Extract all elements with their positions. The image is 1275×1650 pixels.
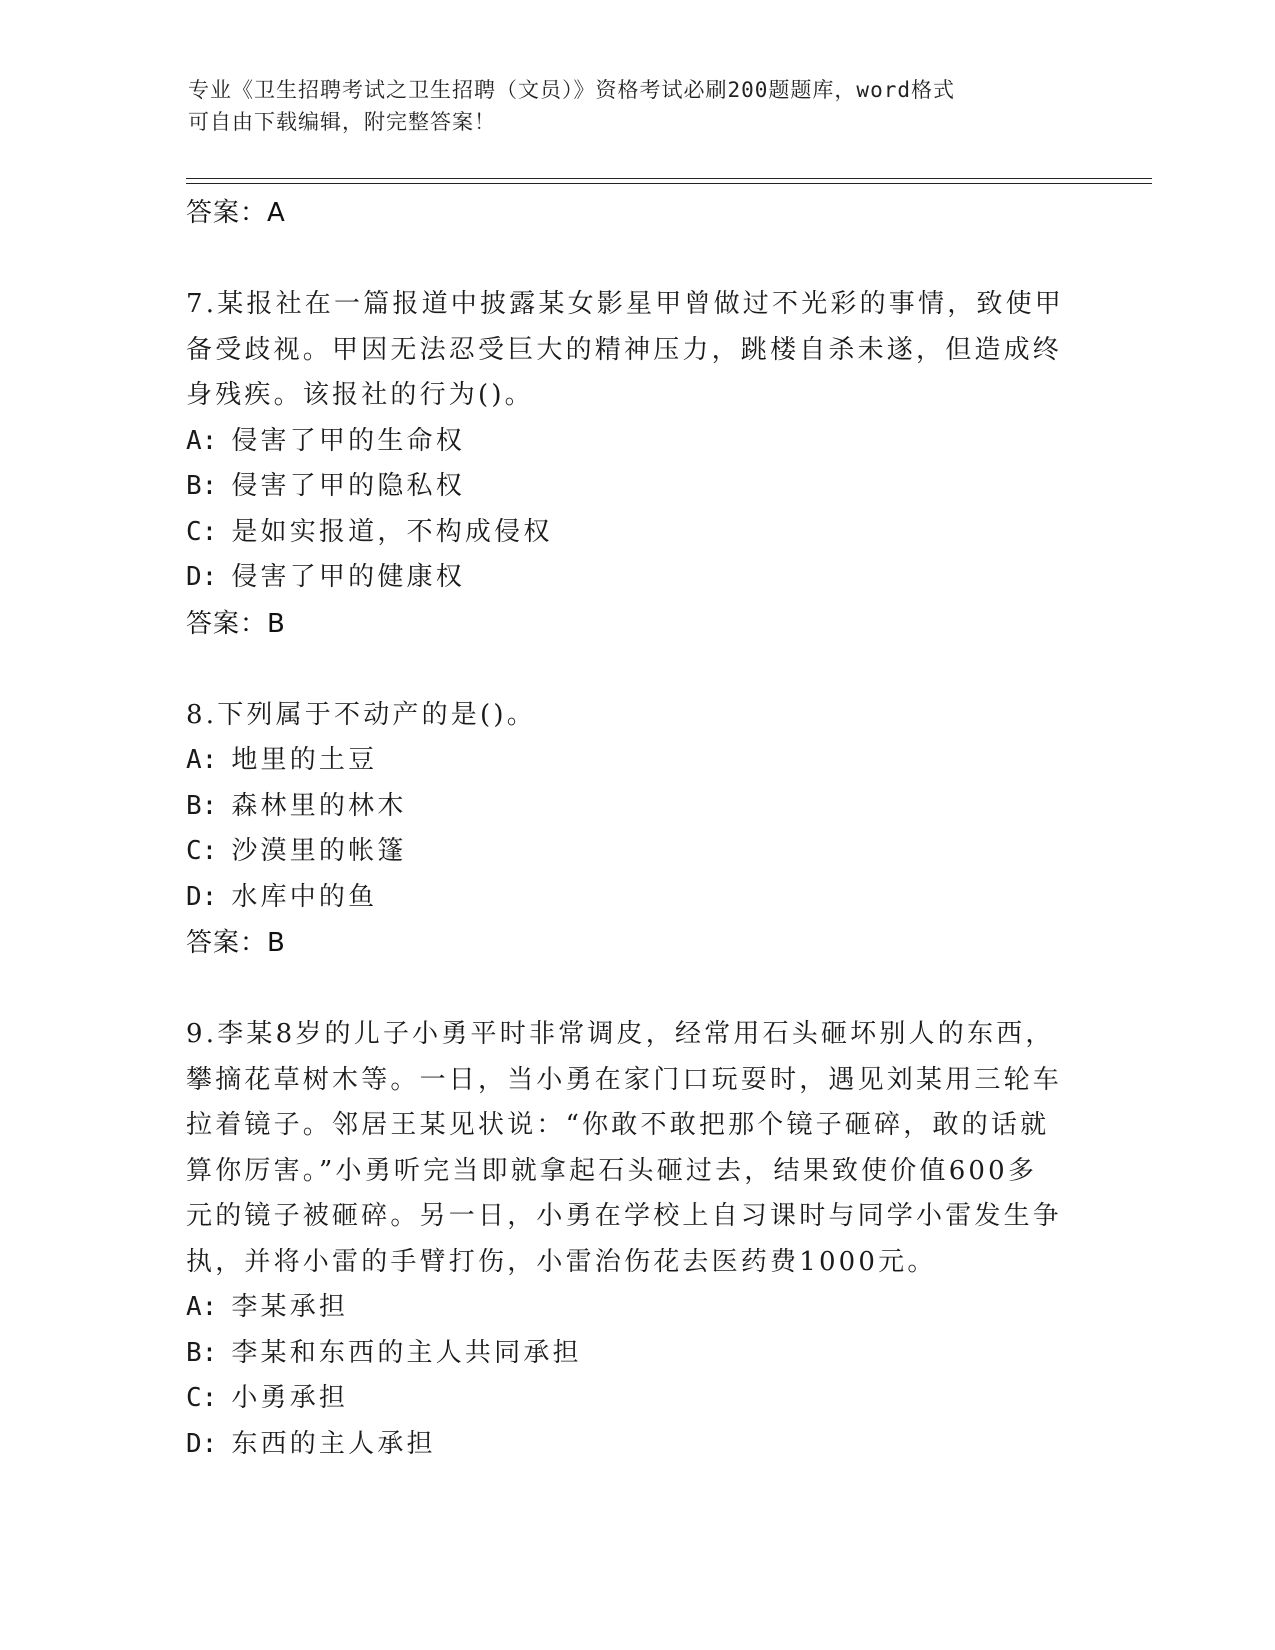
header-divider-top bbox=[186, 178, 1152, 179]
option-label: D: bbox=[186, 562, 218, 592]
option-b bbox=[186, 784, 1086, 830]
option-c bbox=[186, 829, 1086, 875]
question-text-line: 7.某报社在一篇报道中披露某女影星甲曾做过不光彩的事情，致使甲 bbox=[186, 289, 1065, 319]
option-text: 沙漠里的帐篷 bbox=[231, 836, 407, 866]
answer-line: 答案：B bbox=[186, 928, 286, 958]
answer-line: 答案：A bbox=[186, 198, 286, 228]
option-text: 李某和东西的主人共同承担 bbox=[231, 1337, 582, 1368]
question-text-line: 拉着镜子。邻居王某见状说：“你敢不敢把那个镜子砸碎，敢的话就 bbox=[186, 1110, 1050, 1140]
option-label: A: bbox=[186, 745, 218, 775]
option-d bbox=[186, 1422, 1086, 1468]
question-text-line: 9.李某8岁的儿子小勇平时非常调皮，经常用石头砸坏别人的东西， bbox=[186, 1019, 1055, 1049]
option-b bbox=[186, 464, 1086, 510]
option-c bbox=[186, 1376, 1086, 1422]
option-text: 小勇承担 bbox=[231, 1383, 349, 1413]
option-text: 侵害了甲的隐私权 bbox=[231, 471, 465, 501]
option-text: 侵害了甲的生命权 bbox=[231, 425, 465, 456]
option-a bbox=[186, 1285, 1086, 1331]
option-text: 东西的主人承担 bbox=[231, 1428, 436, 1459]
answer-line: 答案：B bbox=[186, 608, 286, 639]
question-text-line: 身残疾。该报社的行为()。 bbox=[186, 380, 534, 410]
option-text: 侵害了甲的健康权 bbox=[231, 562, 465, 592]
question-text-line: 8.下列属于不动产的是()。 bbox=[186, 699, 536, 730]
spacer bbox=[186, 966, 1086, 1012]
question-text-line: 备受歧视。甲因无法忍受巨大的精神压力，跳楼自杀未遂，但造成终 bbox=[186, 334, 1063, 365]
option-text: 李某承担 bbox=[231, 1292, 349, 1322]
question-text-line: 执，并将小雷的手臂打伤，小雷治伤花去医药费1000元。 bbox=[186, 1246, 937, 1277]
option-label: C: bbox=[186, 516, 218, 547]
question-block-7 bbox=[186, 282, 1086, 647]
option-label: B: bbox=[186, 1337, 218, 1368]
option-b bbox=[186, 1331, 1086, 1377]
option-text: 是如实报道，不构成侵权 bbox=[231, 516, 553, 547]
header-line-1: 专业《卫生招聘考试之卫生招聘（文员）》资格考试必刷200题题库，word格式 bbox=[188, 78, 955, 102]
page-header bbox=[188, 74, 1068, 138]
option-label: C: bbox=[186, 836, 218, 866]
option-label: B: bbox=[186, 790, 218, 821]
option-label: D: bbox=[186, 881, 218, 912]
spacer bbox=[186, 236, 1086, 282]
option-label: C: bbox=[186, 1383, 218, 1413]
option-a bbox=[186, 419, 1086, 465]
option-label: D: bbox=[186, 1428, 218, 1459]
spacer bbox=[186, 647, 1086, 693]
option-a bbox=[186, 738, 1086, 784]
question-list bbox=[186, 190, 1086, 1467]
option-d bbox=[186, 555, 1086, 601]
question-block-8 bbox=[186, 693, 1086, 967]
question-text-line: 攀摘花草树木等。一日，当小勇在家门口玩耍时，遇见刘某用三轮车 bbox=[186, 1064, 1063, 1095]
header-divider-bottom bbox=[186, 183, 1152, 184]
option-label: A: bbox=[186, 425, 218, 456]
option-label: A: bbox=[186, 1292, 218, 1322]
header-line-2: 可自由下载编辑，附完整答案！ bbox=[188, 110, 496, 134]
option-text: 地里的土豆 bbox=[231, 745, 378, 775]
option-text: 森林里的林木 bbox=[231, 790, 407, 821]
question-block-9 bbox=[186, 1012, 1086, 1467]
question-text-line: 算你厉害。”小勇听完当即就拿起石头砸过去，结果致使价值600多 bbox=[186, 1155, 1038, 1186]
option-text: 水库中的鱼 bbox=[231, 881, 378, 912]
option-c bbox=[186, 510, 1086, 556]
option-d bbox=[186, 875, 1086, 921]
question-text-line: 元的镜子被砸碎。另一日，小勇在学校上自习课时与同学小雷发生争 bbox=[186, 1201, 1063, 1231]
option-label: B: bbox=[186, 471, 218, 501]
